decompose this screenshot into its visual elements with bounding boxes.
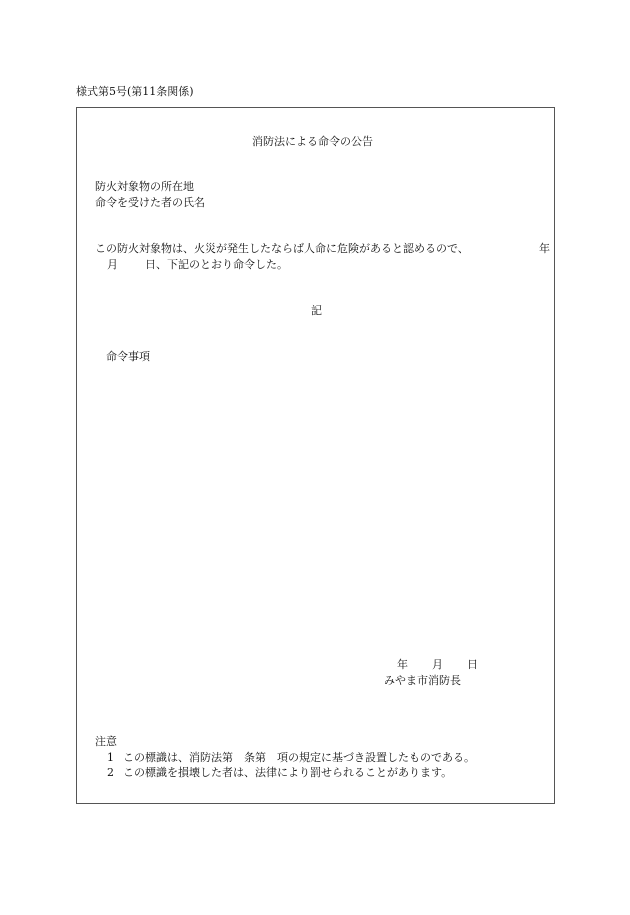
date-day: 日 <box>467 658 478 671</box>
statement-month: 月 <box>107 258 118 271</box>
note-item-text: この標識を損壊した者は、法律により罰せられることがあります。 <box>123 766 453 779</box>
statement-day-rest: 日、下記のとおり命令した。 <box>145 258 288 271</box>
note-item-number: 2 <box>107 766 114 779</box>
form-number: 様式第5号(第11条関係) <box>76 85 194 98</box>
note-item-number: 1 <box>107 751 114 764</box>
recipient-label: 命令を受けた者の氏名 <box>95 196 205 209</box>
notes-heading: 注意 <box>95 735 117 748</box>
notice-title: 消防法による命令の公告 <box>252 135 373 148</box>
date-year: 年 <box>397 658 408 671</box>
order-items-label: 命令事項 <box>106 350 150 363</box>
statement-year: 年 <box>539 242 550 255</box>
notice-frame <box>76 107 555 804</box>
issuer: みやま市消防長 <box>384 674 461 687</box>
statement-line-1: この防火対象物は、火災が発生したならば人命に危険があると認めるので、 <box>95 242 469 255</box>
date-month: 月 <box>432 658 443 671</box>
ki-heading: 記 <box>311 304 322 317</box>
location-label: 防火対象物の所在地 <box>95 180 194 193</box>
note-item-text: この標識は、消防法第 条第 項の規定に基づき設置したものである。 <box>123 751 475 764</box>
